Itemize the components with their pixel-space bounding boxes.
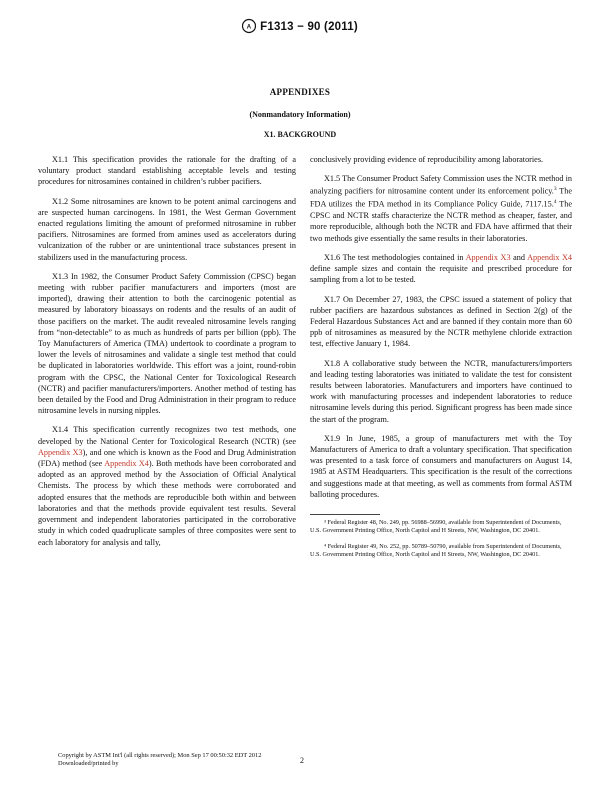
text-segment: and bbox=[510, 252, 528, 262]
appendix-x3-link[interactable]: Appendix X3 bbox=[38, 447, 83, 457]
footnote-divider bbox=[310, 514, 380, 515]
designation: F1313 − 90 (2011) bbox=[260, 21, 358, 33]
paragraph-x1-6 bbox=[310, 252, 572, 286]
right-column bbox=[310, 154, 572, 567]
page-number: 2 bbox=[300, 756, 304, 765]
footnote-3: ³ Federal Register 48, No. 249, pp. 56988–56990, available from Superintendent of Documents, U.S. Government Printing Office, North Capitol and H Streets, NW, Washington, DC 20401. bbox=[310, 518, 562, 534]
text-segment: X1.5 The Consumer Product Safety Commission uses the NCTR method in analyzing pacifiers for nitrosamine content under its enforcement policy. bbox=[310, 174, 572, 197]
paragraph-x1-9: X1.9 In June, 1985, a group of manufacturers met with the Toy Manufacturers of America to draft a voluntary specification. That specification was presented to a task force of consumers and manufacturers on August 14, 1985 at ASTM Headquarters. This specification is the result of the corrections and suggestions made at that meeting, as well as comments from formal ASTM balloting procedures. bbox=[310, 433, 572, 499]
copyright-text: Copyright by ASTM Int'l (all rights reserved); Mon Sep 17 00:50:32 EDT 2012 bbox=[58, 752, 262, 759]
text-segment: X1.4 This specification currently recognizes two test methods, one developed by the National Center for Toxicological Research (NCTR) (see bbox=[38, 425, 296, 446]
paragraph-x1-5 bbox=[310, 173, 572, 244]
appendix-subtitle: (Nonmandatory Information) bbox=[249, 110, 351, 119]
paragraph-x1-2: X1.2 Some nitrosamines are known to be potent animal carcinogens and are suspected human carcinogens. In 1981, the West German Government enacted regulations limiting the amount of preformed nitrosamine in rubber pacifiers. Nitrosamines are formed from amines used as accelerators during vulcanization of the rubber or are unintentional trace substances present in stabilizers used in the manufacturing process. bbox=[38, 196, 296, 262]
text-segment: define sample sizes and contain the requisite and prescribed procedure for sampling from a lot to be tested. bbox=[310, 264, 572, 285]
text-segment: ), and one which is known as the Food and Drug Administration (FDA) method (see bbox=[38, 447, 296, 469]
paragraph-x1-7: X1.7 On December 27, 1983, the CPSC issued a statement of policy that rubber pacifiers are hazardous substances as defined in Section 2(g) of the Federal Hazardous Substances Act and are banned if they contain more than 60 ppb of nitrosamines as measured by the NCTR methylene chloride extraction test, effective January 1, 1984. bbox=[310, 294, 572, 349]
text-segment: ). Both methods have been corroborated and adopted as an approved method by the Association of Official Analytical Chemists. The process by which these methods were corroborated and adopted ensures that the methods are reproducible both within and between laboratories and that the methods provide equivalent test results. Several government and independent laboratories participated in the corroborative study in which coded quadruplicate samples of three composites were sent to each laboratory for analysis and tally, bbox=[38, 459, 297, 547]
svg-text:A: A bbox=[246, 24, 252, 31]
footnote-ref-4: 4 bbox=[553, 199, 557, 206]
footnote-ref-3: 3 bbox=[553, 186, 557, 193]
appendix-x4-link[interactable]: Appendix X4 bbox=[104, 459, 149, 469]
appendix-x3-link[interactable]: Appendix X3 bbox=[465, 252, 511, 262]
paragraph-x1-1: X1.1 This specification provides the rationale for the drafting of a voluntary product standard establishing acceptable levels and testing procedures for nitrosamines contained in children’s rubber pacifiers. bbox=[38, 155, 296, 187]
download-text: Downloaded/printed by bbox=[58, 760, 119, 767]
left-column bbox=[38, 154, 296, 556]
paragraph-x1-3: X1.3 In 1982, the Consumer Product Safety Commission (CPSC) began meeting with rubber pacifier manufacturers and importers (most are imported), drawing their attention to both the carcinogenic potential as measured by laboratory bioassays on rodents and the results of an audit of those pacifiers on the market. The audit revealed nitrosamine levels ranging from “non-detectable” to as much as hundreds of parts per billion (ppb). The Toy Manufacturers of America (TMA) undertook to coordinate a program to lower the levels of nitrosamines and validate a single test method that could be duplicated in laboratories worldwide. This effort was a joint, round-robin program with the CPSC, the National Center for Toxicological Research (NCTR) and pacifier manufacturers/importers. Another method of testing has been detailed by the Food and Drug Administration in their program to reduce nitrosamine levels in nursing nipples. bbox=[38, 271, 296, 416]
text-segment: The CPSC and NCTR staffs characterize the NCTR method as cheaper, faster, and more reproducible, although both the NCTR and FDA have affirmed that their two methods give essentially the same results in their laboratories. bbox=[310, 200, 573, 243]
paragraph-x1-8: X1.8 A collaborative study between the NCTR, manufacturers/importers and leading testing laboratories was initiated to validate the test for consistent results between laboratories. Manufacturers and importers have continued to work with manufacturing processes and independent laboratories to reduce nitrosamine levels during this period. Significant progress has been made since the start of the program. bbox=[310, 358, 572, 424]
copyright-footer bbox=[58, 752, 261, 768]
footnote-4: ⁴ Federal Register 49, No. 252, pp. 50789–50790, available from Superintendent of Documents, U.S. Government Printing Office, North Capitol and H Streets, NW, Washington, DC 20401. bbox=[310, 542, 562, 558]
section-heading: X1. BACKGROUND bbox=[263, 130, 337, 139]
paragraph-continuation: conclusively providing evidence of reproducibility among laboratories. bbox=[310, 155, 544, 164]
appendix-title: APPENDIXES bbox=[269, 87, 331, 97]
text-segment: The FDA utilizes the FDA method in its Compliance Policy Guide, 7117.15. bbox=[310, 187, 572, 210]
appendix-x4-link[interactable]: Appendix X4 bbox=[527, 252, 573, 262]
text-segment: X1.6 The test methodologies contained in bbox=[324, 252, 466, 262]
astm-logo-icon bbox=[242, 18, 256, 34]
paragraph-x1-4 bbox=[38, 424, 296, 547]
document-header bbox=[0, 18, 600, 34]
